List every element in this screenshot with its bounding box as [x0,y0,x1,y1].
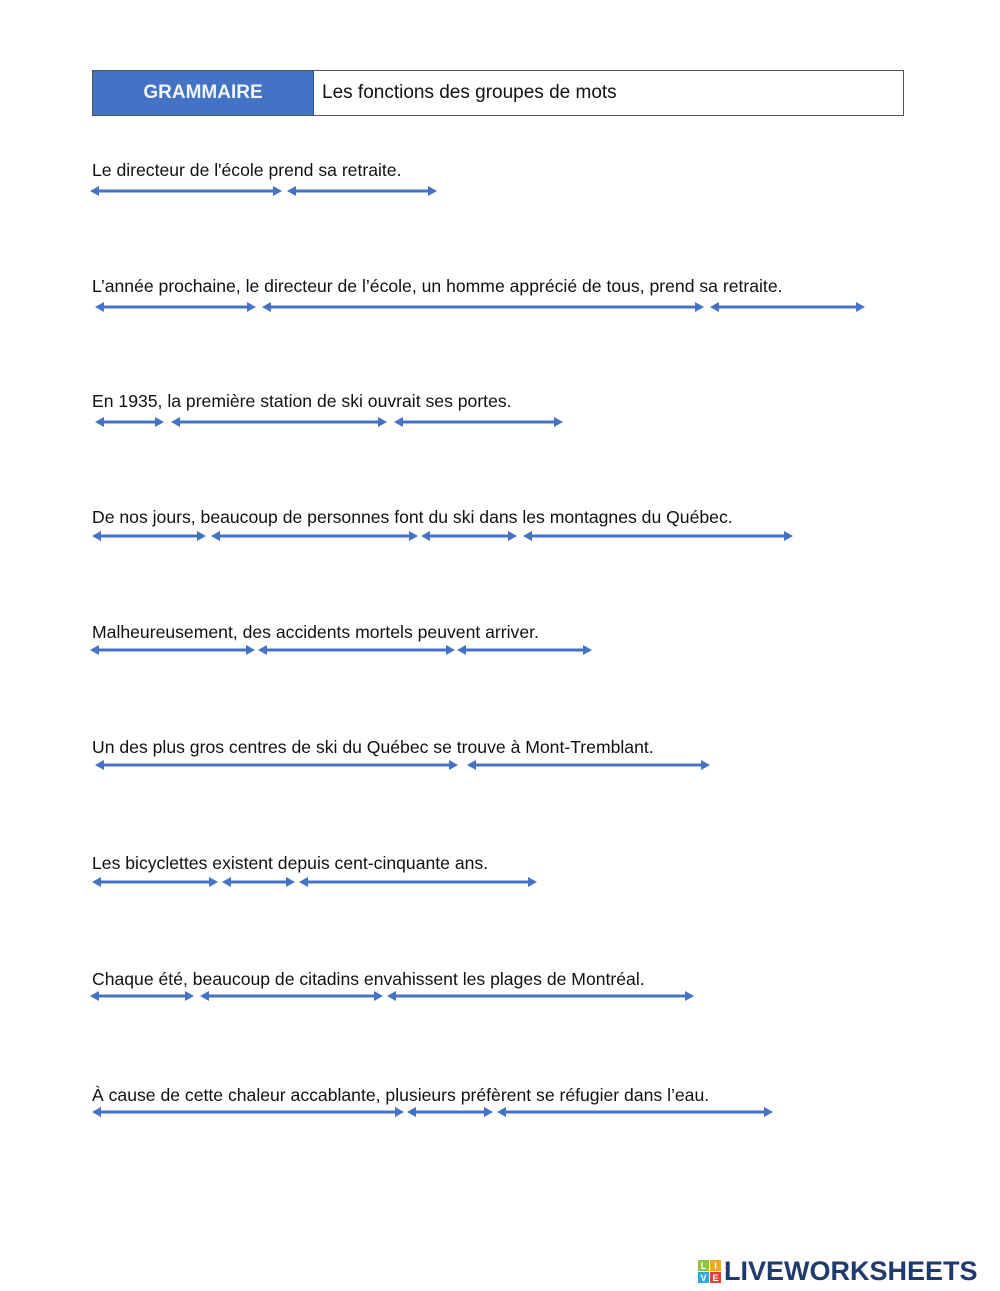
logo-cube-icon [698,1260,721,1283]
logo-letter: E [710,1272,721,1283]
double-arrow [92,1107,404,1117]
sentence-5: Malheureusement, des accidents mortels peuvent arriver. [92,622,539,642]
double-arrow [497,1107,773,1117]
double-arrow [222,877,295,887]
grammar-tag: GRAMMAIRE [93,71,314,115]
double-arrow [95,417,164,427]
double-arrow [387,991,694,1001]
logo-text: LIVEWORKSHEETS [724,1256,978,1286]
double-arrow [523,531,793,541]
double-arrow [407,1107,493,1117]
double-arrow [92,877,218,887]
worksheet-title: Les fonctions des groupes de mots [322,82,617,103]
double-arrow [258,645,455,655]
double-arrow [90,186,282,196]
sentence-7: Les bicyclettes existent depuis cent-cinquante ans. [92,853,489,873]
double-arrow [92,531,206,541]
double-arrow [200,991,383,1001]
sentence-2: L’année prochaine, le directeur de l’école, un homme apprécié de tous, prend sa retraite. [92,276,783,296]
sentence-1: Le directeur de l'école prend sa retraite. [92,160,402,180]
double-arrow [211,531,418,541]
sentence-6: Un des plus gros centres de ski du Québec se trouve à Mont-Tremblant. [92,737,654,757]
sentence-3: En 1935, la première station de ski ouvrait ses portes. [92,391,512,411]
double-arrow [299,877,537,887]
logo-letter: I [710,1260,721,1271]
sentence-4: De nos jours, beaucoup de personnes font du ski dans les montagnes du Québec. [92,507,733,527]
double-arrow [90,991,194,1001]
liveworksheets-logo [698,1256,978,1287]
double-arrow [287,186,437,196]
double-arrow [95,760,458,770]
double-arrow [457,645,592,655]
logo-letter: L [698,1260,709,1271]
header-table [92,70,904,116]
double-arrow [394,417,563,427]
sentence-8: Chaque été, beaucoup de citadins envahissent les plages de Montréal. [92,969,645,989]
double-arrow [95,302,256,312]
double-arrow [90,645,255,655]
double-arrow [421,531,517,541]
sentence-9: À cause de cette chaleur accablante, plusieurs préfèrent se réfugier dans l’eau. [92,1085,710,1105]
logo-letter: V [698,1272,709,1283]
double-arrow [710,302,865,312]
double-arrow [467,760,710,770]
double-arrow [171,417,387,427]
double-arrow [262,302,704,312]
